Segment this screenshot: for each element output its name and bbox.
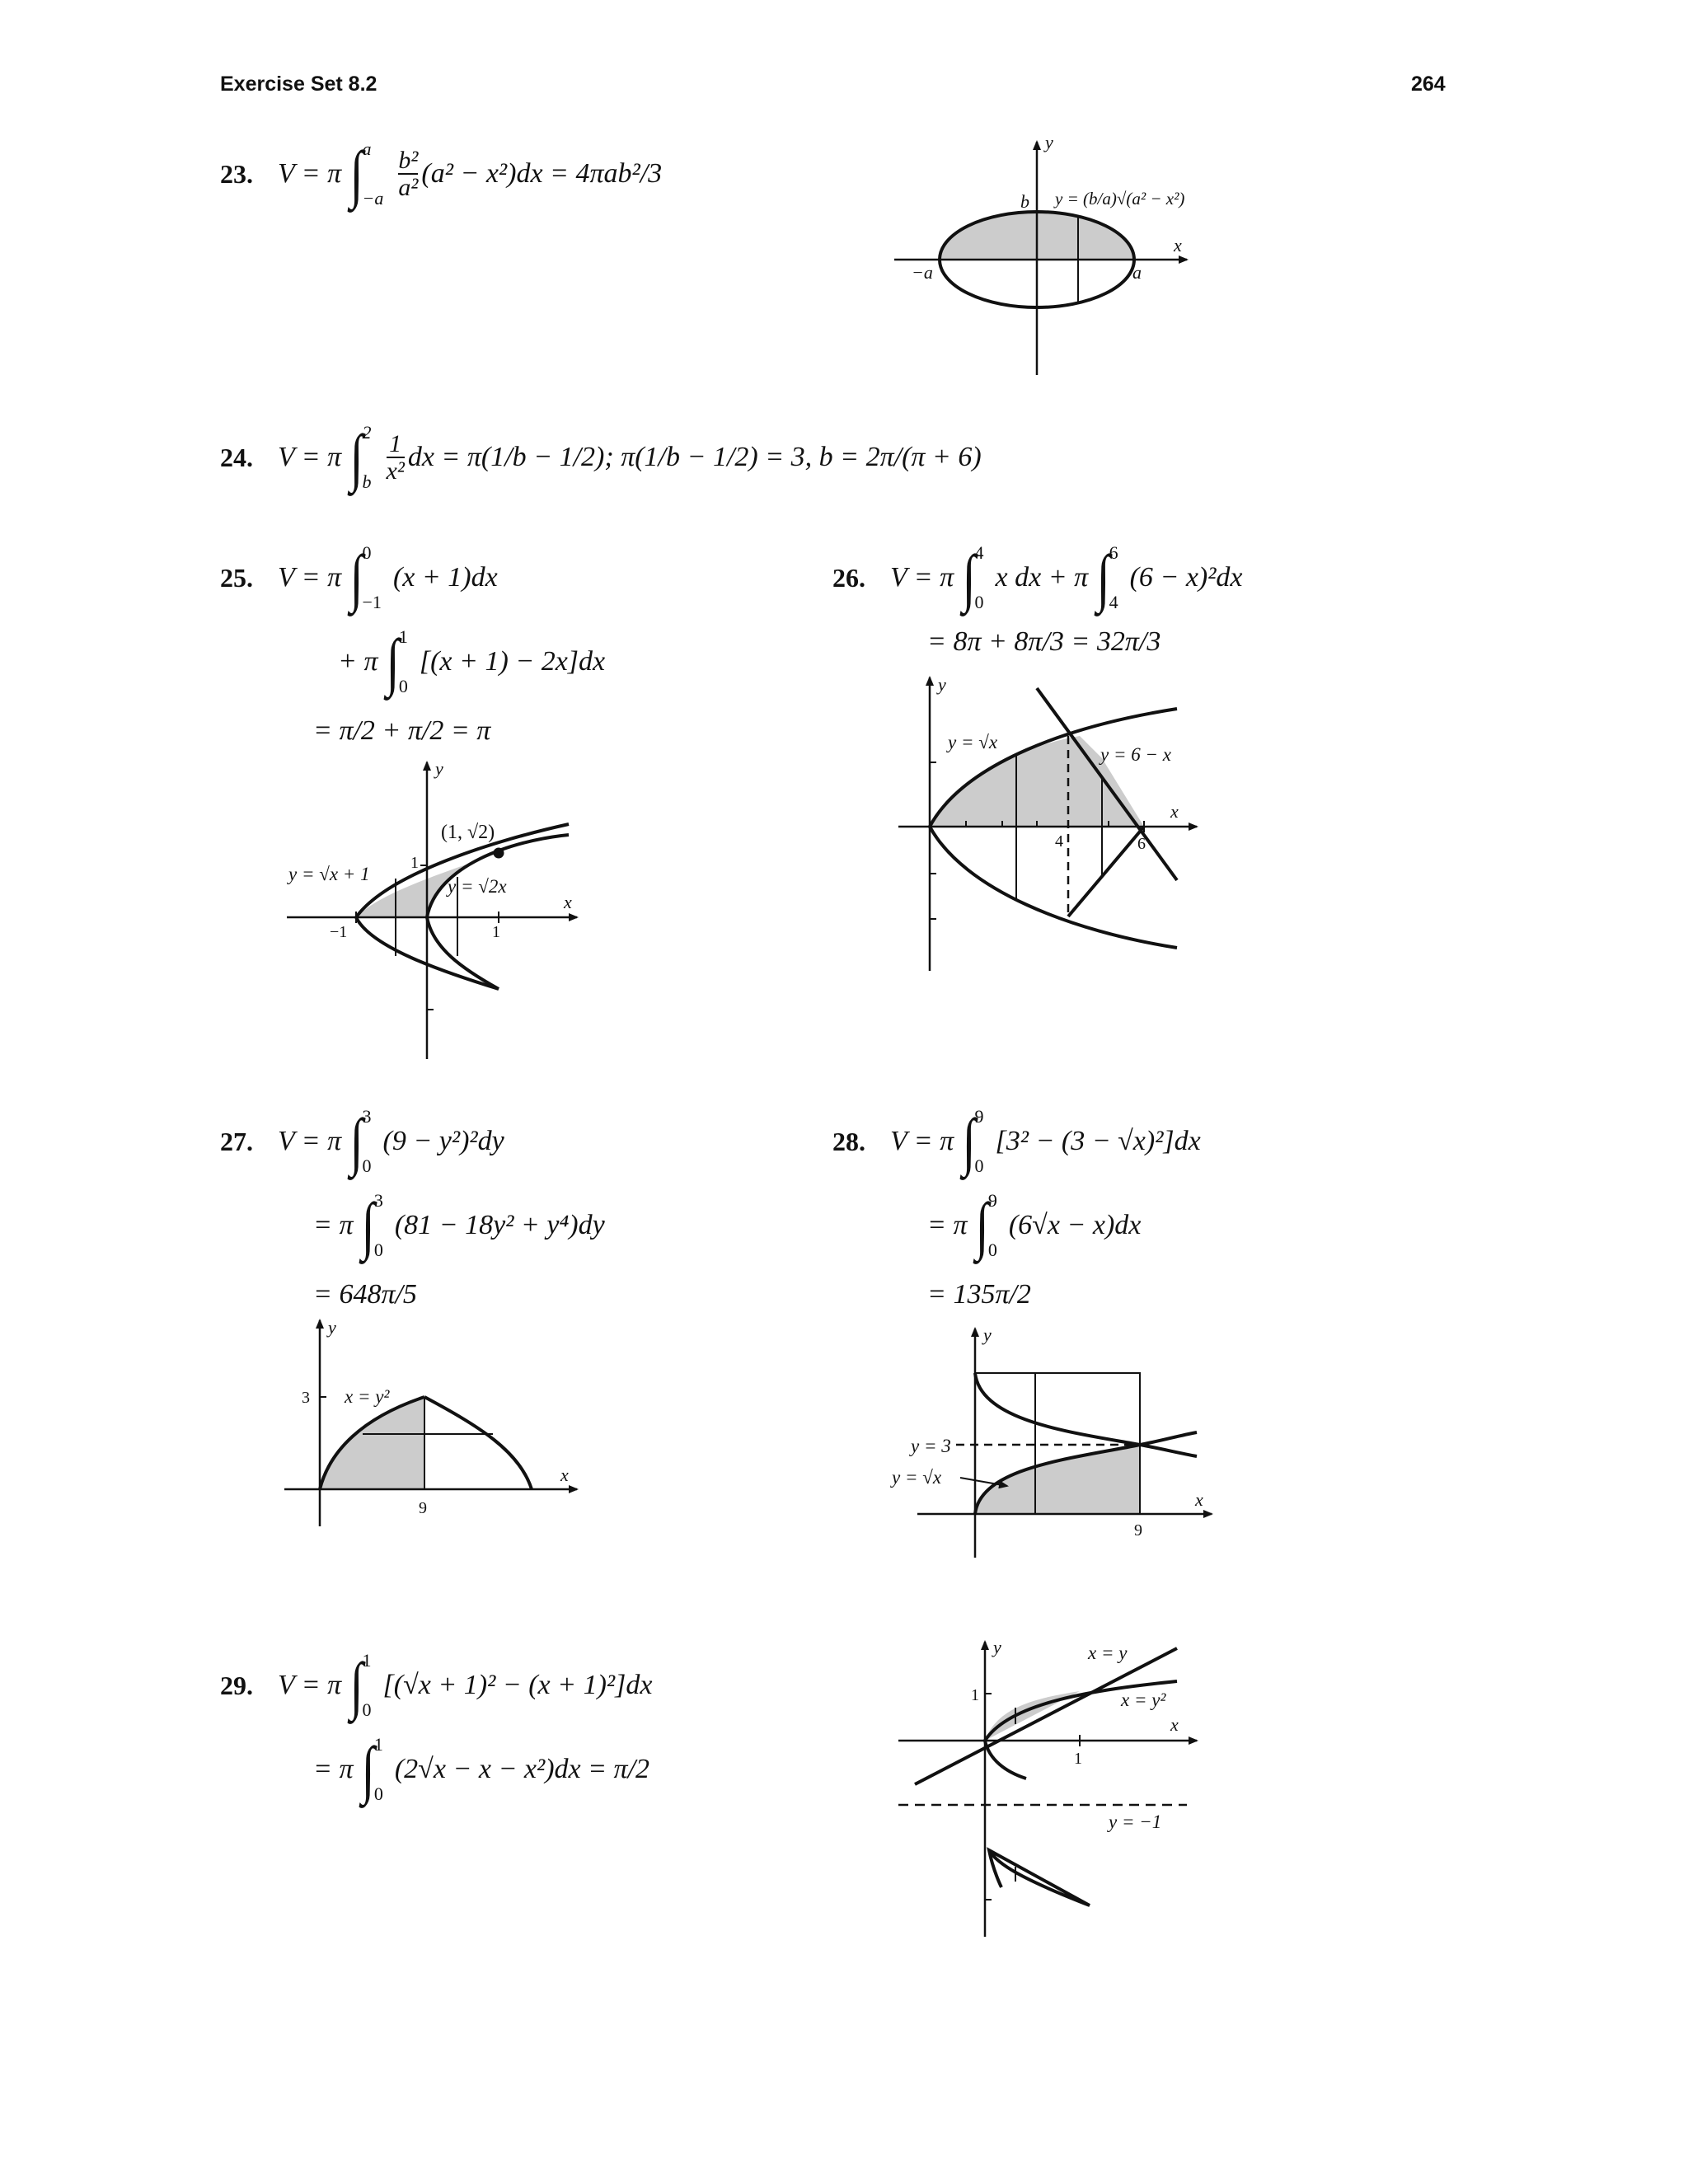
y-axis-label: y — [328, 1317, 336, 1338]
upper-limit: 3 — [362, 1106, 372, 1127]
integral: ∫ 4 0 — [962, 541, 984, 613]
curve-label: x = y² — [1121, 1690, 1166, 1710]
tick-label-x1: 1 — [492, 923, 500, 941]
tick-label-9: 9 — [1134, 1521, 1142, 1540]
upper-limit: a — [362, 138, 372, 159]
x-axis-label: x — [1174, 235, 1182, 255]
integral: ∫ 3 0 — [349, 1105, 372, 1177]
x-axis-label: x — [1170, 1714, 1179, 1735]
lower-limit: 0 — [373, 1240, 383, 1260]
integral: ∫ 9 0 — [976, 1189, 997, 1261]
lower-limit: b — [362, 471, 372, 492]
problem-number: 24. — [220, 442, 253, 472]
eq-rest: dx = π(1/b − 1/2); π(1/b − 1/2) = 3, b = 2π/(π + 6) — [407, 442, 982, 472]
line-x-eq-y — [915, 1648, 1177, 1784]
tick-label-y1: 1 — [971, 1686, 979, 1704]
problem-number: 28. — [832, 1126, 865, 1156]
tick-label-9: 9 — [419, 1499, 427, 1517]
y-axis-label: y — [1045, 132, 1053, 152]
tick-label-3: 3 — [302, 1389, 310, 1407]
eq-rest: [(√x + 1)² − (x + 1)²]dx — [382, 1670, 653, 1700]
point-label: (1, √2) — [441, 822, 495, 843]
lower-limit: 0 — [987, 1240, 997, 1260]
eq-result: = π/2 + π/2 = π — [313, 715, 491, 746]
page-number: 264 — [1411, 73, 1446, 96]
line-label: y = 3 — [911, 1436, 951, 1456]
shaded-region — [320, 1397, 424, 1489]
eq-rest: (x + 1)dx — [392, 562, 498, 593]
x-axis-label: x — [564, 892, 572, 912]
lower-limit: −1 — [362, 592, 382, 612]
eq-rest: [3² − (3 − √x)²]dx — [995, 1126, 1201, 1156]
integral: ∫ 0 −1 — [349, 541, 382, 613]
eq-lhs: V = π — [278, 442, 342, 472]
right-curve — [424, 1397, 532, 1489]
tick-label-neg1: −1 — [330, 923, 348, 941]
problem-number: 25. — [220, 562, 253, 593]
eq-rest: (2√x − x − x²)dx = π/2 — [394, 1754, 650, 1784]
curve-label-1: y = √x — [948, 732, 998, 752]
eq-lhs: V = π — [890, 562, 954, 593]
figure-26 — [898, 674, 1197, 971]
problem-number: 29. — [220, 1670, 253, 1700]
lower-limit: 0 — [362, 1155, 372, 1176]
eq-result: = 648π/5 — [313, 1279, 417, 1310]
lower-limit: 0 — [974, 1155, 984, 1176]
figure-29 — [898, 1637, 1197, 1937]
eq-lhs: + π — [338, 646, 378, 677]
tick-label-y1: 1 — [410, 854, 419, 872]
integral: ∫ 1 0 — [349, 1649, 372, 1721]
upper-limit: 1 — [398, 626, 408, 647]
lower-limit: 0 — [398, 676, 408, 696]
eq-result: = 8π + 8π/3 = 32π/3 — [927, 626, 1161, 657]
reflected-line — [1068, 827, 1144, 916]
upper-limit: 3 — [373, 1190, 383, 1211]
integral: ∫ a −a — [349, 138, 384, 209]
upper-limit: 0 — [362, 542, 372, 563]
lower-limit: 0 — [974, 592, 984, 612]
upper-limit: 9 — [974, 1106, 984, 1127]
integral: ∫ 1 0 — [387, 626, 408, 697]
lower-limit: 0 — [362, 1699, 372, 1720]
line-label: x = y — [1088, 1643, 1128, 1663]
y-axis-label: y — [983, 1324, 992, 1345]
figure-27 — [284, 1317, 577, 1526]
eq-lhs: V = π — [278, 1126, 342, 1156]
upper-limit: 4 — [974, 542, 984, 563]
eq-rest: (9 − y²)²dy — [382, 1126, 504, 1156]
eq-rest: [(x + 1) − 2x]dx — [419, 646, 606, 677]
upper-limit: 2 — [362, 422, 372, 443]
section-title: Exercise Set 8.2 — [220, 73, 377, 96]
integral: ∫ 6 4 — [1096, 541, 1118, 613]
figure-28 — [890, 1324, 1212, 1558]
curve-label-1: y = √x + 1 — [288, 864, 370, 884]
reflected-region-outline — [989, 1850, 1090, 1905]
y-axis-label: y — [435, 758, 443, 779]
eq-rest: (6√x − x)dx — [1008, 1210, 1142, 1240]
a-label: a — [1132, 262, 1142, 283]
shaded-region — [975, 1445, 1140, 1514]
tick-label-x1: 1 — [1074, 1750, 1082, 1768]
b-label: b — [1020, 191, 1029, 212]
upper-limit: 6 — [1109, 542, 1118, 563]
eq-lhs: = π — [313, 1754, 354, 1784]
eq-result: = 135π/2 — [927, 1279, 1031, 1310]
eq-rest: (81 − 18y² + y⁴)dy — [394, 1210, 605, 1240]
integral: ∫ 9 0 — [962, 1105, 984, 1177]
curve-label: y = √x — [892, 1467, 942, 1488]
curve-label: y = (b/a)√(a² − x²) — [1055, 189, 1185, 209]
eq-lhs: V = π — [278, 158, 342, 189]
tick-label-6: 6 — [1137, 835, 1146, 853]
curve-label-2: y = 6 − x — [1100, 744, 1171, 765]
eq-rest: (6 − x)²dx — [1129, 562, 1243, 593]
lower-limit: 4 — [1109, 592, 1118, 612]
upper-limit: 9 — [987, 1190, 997, 1211]
tick-label-4: 4 — [1055, 832, 1063, 851]
eq-lhs: = π — [927, 1210, 968, 1240]
neg-a-label: −a — [912, 262, 933, 283]
intersection-point — [494, 848, 504, 858]
eq-lhs: V = π — [278, 1670, 342, 1700]
x-axis-label: x — [560, 1465, 569, 1485]
numerator: b² — [398, 146, 419, 174]
figure-25 — [287, 758, 577, 1059]
denominator: x² — [386, 457, 405, 485]
problem-number: 26. — [832, 562, 865, 593]
denominator: a² — [398, 174, 419, 201]
x-axis-label: x — [1170, 801, 1179, 822]
integral: ∫ 2 b — [349, 421, 372, 493]
eq-lhs: = π — [313, 1210, 354, 1240]
upper-limit: 1 — [362, 1650, 372, 1671]
curve-label-2: y = √2x — [448, 876, 507, 897]
integral: ∫ 1 0 — [362, 1733, 383, 1805]
numerator: 1 — [389, 429, 402, 457]
y-axis-label: y — [993, 1637, 1001, 1657]
upper-limit: 1 — [373, 1734, 383, 1755]
x-axis-label: x — [1195, 1489, 1203, 1510]
lower-limit: 0 — [373, 1783, 383, 1804]
problem-number: 27. — [220, 1126, 253, 1156]
eq-mid: x dx + π — [995, 562, 1089, 593]
figure-23 — [894, 132, 1187, 375]
integral: ∫ 3 0 — [362, 1189, 383, 1261]
lower-limit: −a — [362, 188, 384, 209]
curve-label: x = y² — [345, 1386, 390, 1407]
eq-lhs: V = π — [890, 1126, 954, 1156]
dashed-label: y = −1 — [1109, 1811, 1162, 1832]
problem-number: 23. — [220, 158, 253, 189]
eq-lhs: V = π — [278, 562, 342, 593]
eq-rest: (a² − x²)dx = 4πab²/3 — [421, 158, 663, 189]
y-axis-label: y — [938, 674, 946, 695]
